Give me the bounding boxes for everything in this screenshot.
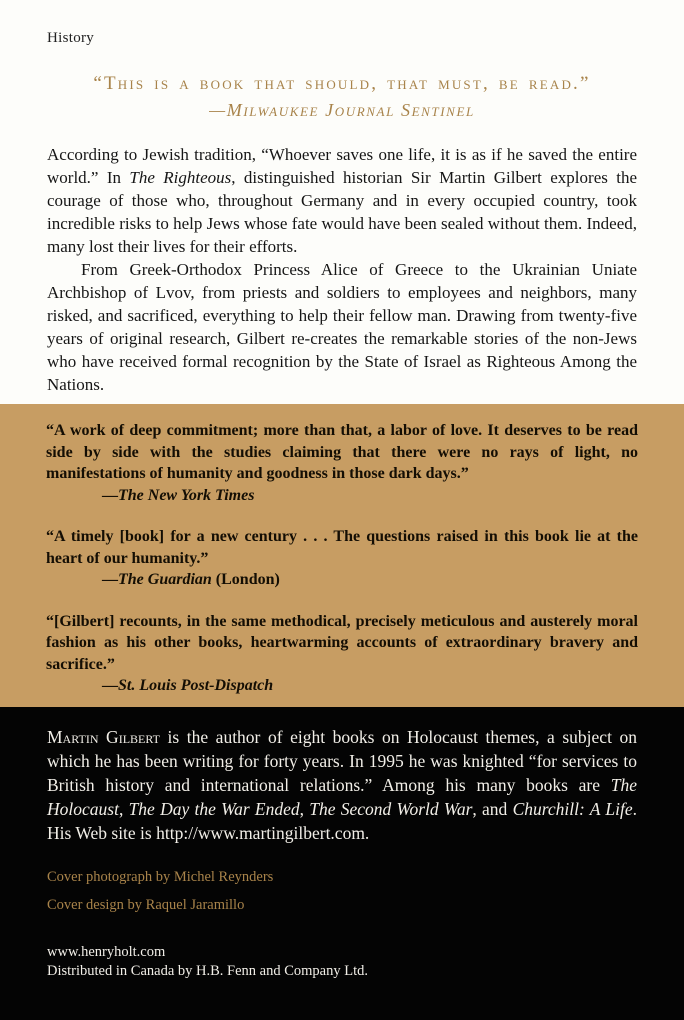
review-guardian	[46, 526, 638, 591]
cover-photograph-credit: Cover photograph by Michel Reynders	[47, 868, 274, 885]
distribution-note: Distributed in Canada by H.B. Fenn and Company Ltd.	[47, 963, 368, 979]
review-quote: “[Gilbert] recounts, in the same methodical, precisely meticulous and austerely moral fashion as his other books, heartwarming accounts of extraordinary bravery and sacrifice.”	[46, 612, 638, 673]
cover-design-credit: Cover design by Raquel Jaramillo	[47, 896, 245, 913]
publisher-footer	[47, 943, 637, 982]
synopsis-section	[0, 0, 684, 404]
reviews-section	[0, 404, 684, 707]
category-label: History	[47, 30, 95, 46]
review-st-louis-post-dispatch	[46, 611, 638, 697]
synopsis-paragraph-1: According to Jewish tradition, “Whoever saves one life, it is as if he saved the entire world.” In The Righteous, distinguished historian Sir Martin Gilbert explores the courage of those who, throughout Germany and in every occupied country, took incredible risks to help Jews whose fate would have been sealed without them. Indeed, many lost their lives for their efforts.	[47, 145, 638, 256]
review-attribution: —The Guardian (London)	[102, 571, 280, 588]
author-section	[0, 707, 684, 1020]
review-quote: “A work of deep commitment; more than that, a labor of love. It deserves to be read side by side with the studies claiming that there were no rays of light, no manifestations of humanity and goodness in those dark days.”	[46, 422, 638, 482]
review-attribution: —The New York Times	[102, 486, 255, 504]
headline-attribution: —Milwaukee Journal Sentinel	[209, 100, 475, 120]
synopsis-paragraph-2: From Greek-Orthodox Princess Alice of Greece to the Ukrainian Uniate Archbishop of Lvov, from priests and soldiers to employees and neighbors, many risked, and sacrificed, everything to help their fellow man. Drawing from twenty-five years of original research, Gilbert re-creates the remarkable stories of the non-Jews who have received formal recognition by the State of Israel as Righteous Among the Nations.	[47, 260, 637, 394]
credits-block	[47, 863, 637, 919]
review-quote: “A timely [book] for a new century . . . The questions raised in this book lie at the heart of our humanity.”	[46, 528, 638, 567]
author-bio: Martin Gilbert is the author of eight books on Holocaust themes, a subject on which he has been writing for forty years. In 1995 he was knighted “for services to British history and international relations.” Among his many books are The Holocaust, The Day the War Ended, The Second World War, and Churchill: A Life. His Web site is http://www.martingilbert.com.	[47, 726, 637, 843]
review-attribution: —St. Louis Post-Dispatch	[102, 677, 274, 694]
publisher-website: www.henryholt.com	[47, 943, 166, 960]
review-new-york-times	[46, 420, 638, 506]
headline-quote: “This is a book that should, that must, be read.”	[93, 73, 591, 94]
